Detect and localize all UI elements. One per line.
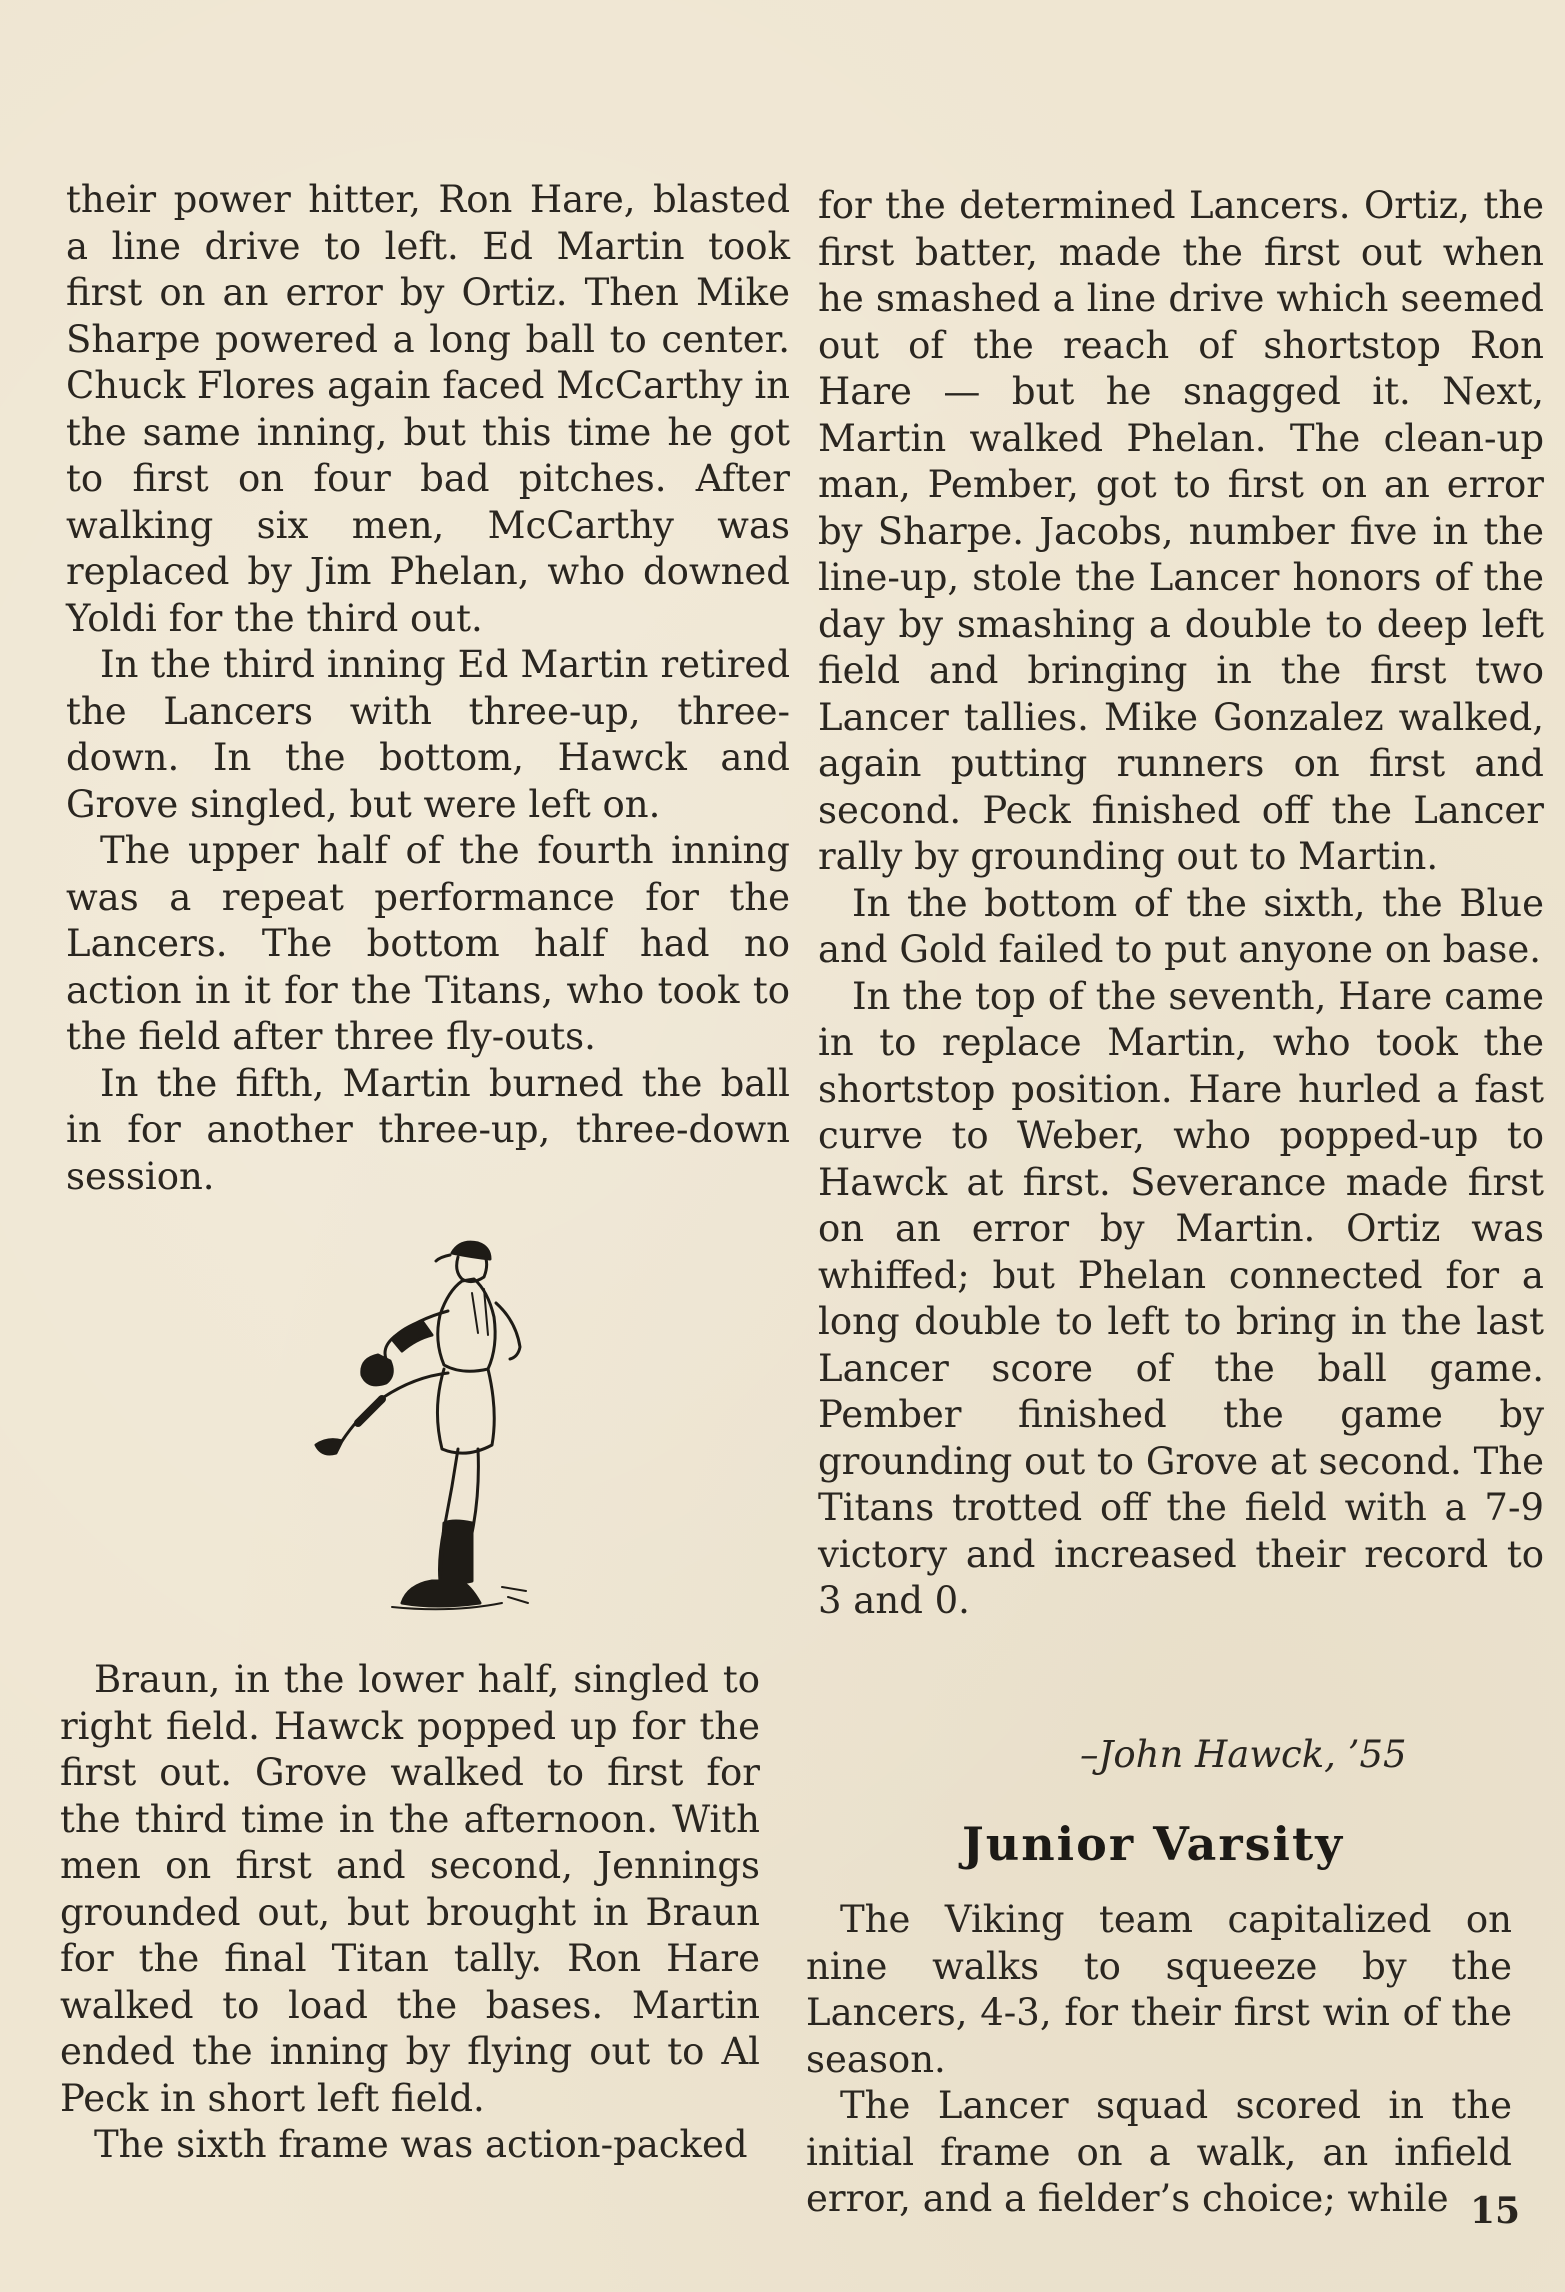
left-column-top bbox=[66, 177, 790, 1200]
paragraph: The Lancer squad scored in the initial frame on a walk, an infield error, and a fielder’s choice; while bbox=[806, 2084, 1512, 2220]
right-column bbox=[818, 183, 1544, 1625]
paragraph: for the determined Lancers. Ortiz, the first batter, made the first out when he smashed a line drive which seemed out of the reach of shortstop Ron Hare — but he snagged it. Next, Martin walked Phelan. The clean-up man, Pember, got to first on an error by Sharpe. Jacobs, number five in the line-up, stole the Lancer honors of the day by smashing a double to deep left field and bringing in the first two Lancer tallies. Mike Gonzalez walked, again putting runners on first and second. Peck finished off the Lancer rally by grounding out to Martin. bbox=[818, 184, 1544, 878]
pitcher-illustration bbox=[282, 1223, 582, 1623]
page-number: 15 bbox=[1470, 2190, 1521, 2232]
left-column-bottom bbox=[60, 1657, 760, 2169]
paragraph: The upper half of the fourth inning was a repeat performance for the Lancers. The bottom half had no action in it for the Titans, who took to the field after three fly-outs. bbox=[66, 829, 790, 1058]
section-heading: Junior Varsity bbox=[962, 1817, 1344, 1871]
paragraph: In the bottom of the sixth, the Blue and Gold failed to put anyone on base. bbox=[818, 881, 1544, 971]
author-signature: –John Hawck, ’55 bbox=[1080, 1733, 1407, 1776]
paragraph: The sixth frame was action-packed bbox=[94, 2123, 748, 2166]
paragraph: their power hitter, Ron Hare, blasted a line drive to left. Ed Martin took first on an error by Ortiz. Then Mike Sharpe powered a long ball to center. Chuck Flores again faced McCarthy in the same inning, but this time he got to first on four bad pitches. After walking six men, McCarthy was replaced by Jim Phelan, who downed Yoldi for the third out. bbox=[66, 178, 790, 640]
paragraph: The Viking team capitalized on nine walks to squeeze by the Lancers, 4-3, for their first win of the season. bbox=[806, 1898, 1512, 2081]
paragraph: In the top of the seventh, Hare came in to replace Martin, who took the shortstop position. Hare hurled a fast curve to Weber, who popped-up to Hawck at first. Severance made first on an error by Martin. Ortiz was whiffed; but Phelan connected for a long double to left to bring in the last Lancer score of the ball game. Pember finished the game by grounding out to Grove at second. The Titans trotted off the field with a 7-9 victory and increased their record to 3 and 0. bbox=[818, 974, 1544, 1622]
right-column-bottom bbox=[806, 1897, 1512, 2223]
paragraph: In the fifth, Martin burned the ball in for another three-up, three-down session. bbox=[66, 1061, 790, 1198]
paragraph: In the third inning Ed Martin retired the Lancers with three-up, three-down. In the bottom, Hawck and Grove singled, but were left on. bbox=[66, 643, 790, 826]
paragraph: Braun, in the lower half, singled to right field. Hawck popped up for the first out. Grove walked to first for the third time in the afternoon. With men on first and second, Jennings grounded out, but brought in Braun for the final Titan tally. Ron Hare walked to load the bases. Martin ended the inning by flying out to Al Peck in short left field. bbox=[60, 1658, 760, 2120]
